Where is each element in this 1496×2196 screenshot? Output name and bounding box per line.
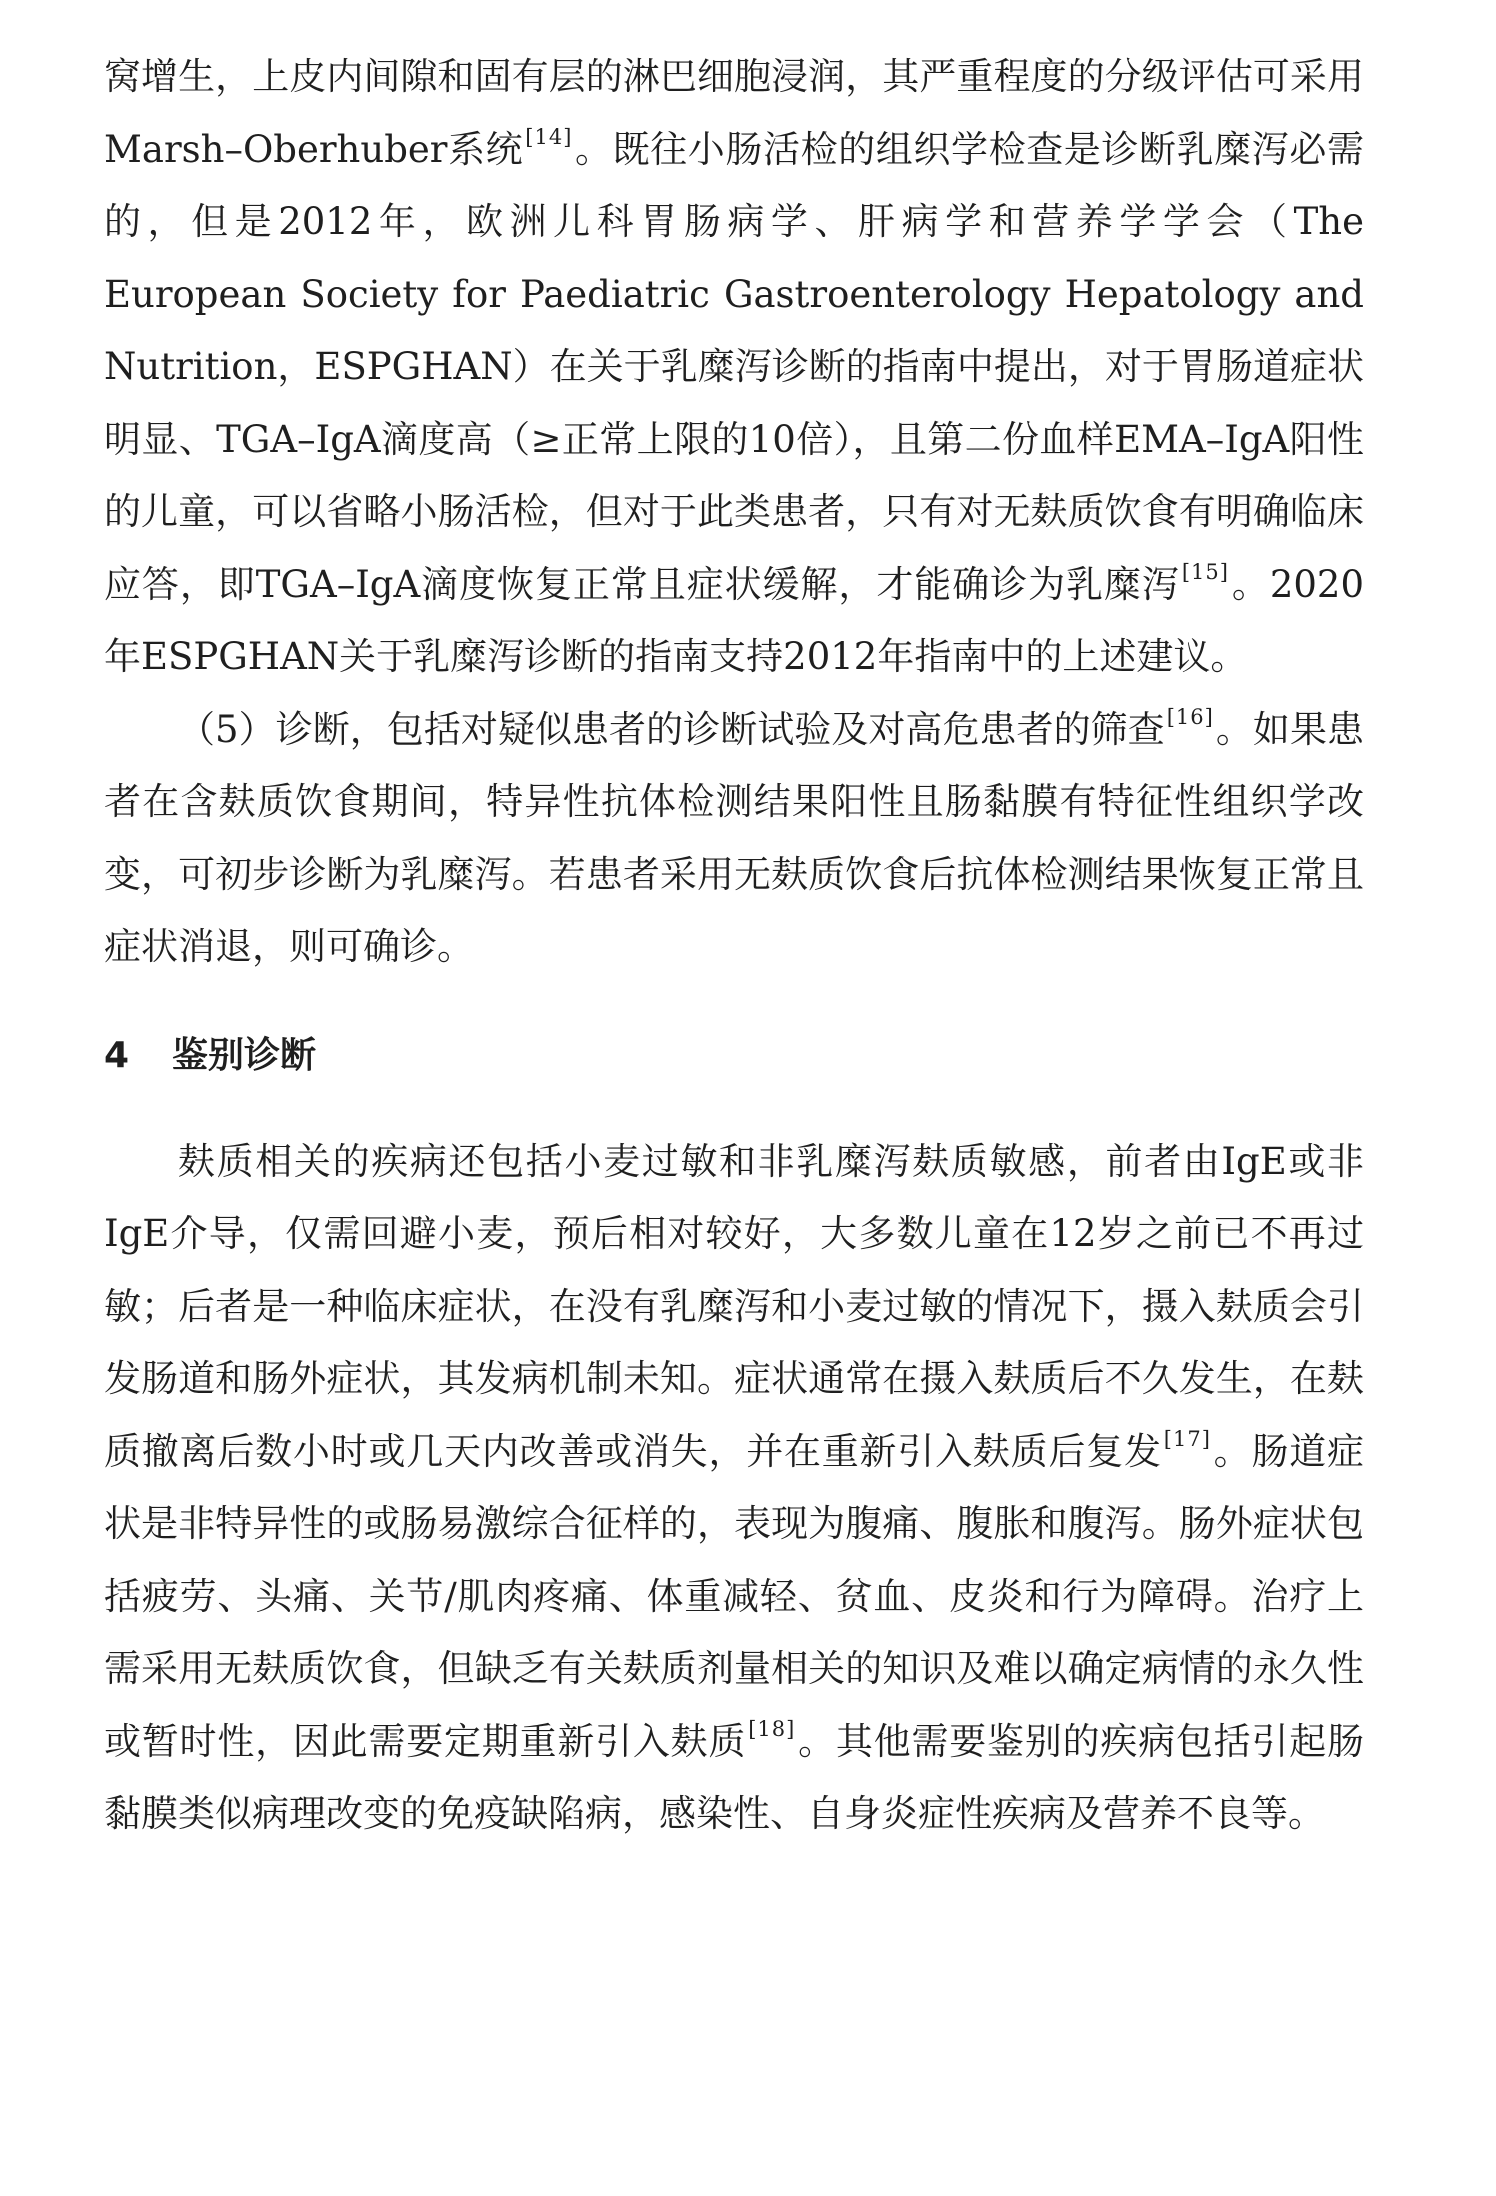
section-title: 鉴别诊断 [172, 1034, 317, 1076]
paragraph-text: 。其他需要鉴别的疾病包括引起肠黏膜类似病理改变的免疫缺陷病，感染性、自身炎症性疾病及营养不良等。 [104, 1719, 1365, 1835]
paragraph-text: 。2020年ESPGHAN关于乳糜泻诊断的指南支持2012年指南中的上述建议。 [104, 562, 1364, 678]
paragraph-text: 。既往小肠活检的组织学检查是诊断乳糜泻必需的，但是2012年，欧洲儿科胃肠病学、肝病学和营养学学会（The European Society for Paediatric Gastroenterology Hepatology and Nutrition，ESPGHAN）在关于乳糜泻诊断的指南中提出，对于胃肠道症状明显、TGA–IgA滴度高（≥正常上限的10倍），且第二份血样EMA–IgA阳性的儿童，可以省略小肠活检，但对于此类患者，只有对无麸质饮食有明确临床应答，即TGA–IgA滴度恢复正常且症状缓解，才能确诊为乳糜泻 [104, 127, 1364, 606]
citation-18: [18] [748, 1716, 796, 1741]
citation-16: [16] [1166, 704, 1214, 729]
paragraph-text: 麸质相关的疾病还包括小麦过敏和非乳糜泻麸质敏感，前者由IgE或非IgE介导，仅需回避小麦，预后相对较好，大多数儿童在12岁之前已不再过敏；后者是一种临床症状，在没有乳糜泻和小麦过敏的情况下，摄入麸质会引发肠道和肠外症状，其发病机制未知。症状通常在摄入麸质后不久发生，在麸质撤离后数小时或几天内改善或消失，并在重新引入麸质后复发 [104, 1139, 1364, 1473]
section-heading [104, 1018, 1364, 1126]
paragraph-text: 。如果患者在含麸质饮食期间，特异性抗体检测结果阳性且肠黏膜有特征性组织学改变，可初步诊断为乳糜泻。若患者采用无麸质饮食后抗体检测结果恢复正常且症状消退，则可确诊。 [104, 707, 1365, 968]
paragraph-text: 。肠道症状是非特异性的或肠易激综合征样的，表现为腹痛、腹胀和腹泻。肠外症状包括疲劳、头痛、关节/肌肉疼痛、体重减轻、贫血、皮炎和行为障碍。治疗上需采用无麸质饮食，但缺乏有关麸质剂量相关的知识及难以确定病情的永久性或暂时性，因此需要定期重新引入麸质 [104, 1429, 1365, 1763]
citation-15: [15] [1181, 559, 1229, 584]
citation-14: [14] [525, 124, 573, 149]
paragraph-text: 窝增生，上皮内间隙和固有层的淋巴细胞浸润，其严重程度的分级评估可采用Marsh–Oberhuber系统 [104, 55, 1364, 171]
citation-17: [17] [1163, 1426, 1211, 1451]
document-page [104, 0, 1364, 1851]
section-number: 4 [104, 1034, 130, 1076]
paragraph-marsh-classification [104, 41, 1364, 694]
paragraph-diagnosis [104, 694, 1364, 984]
paragraph-text: （5）诊断，包括对疑似患者的诊断试验及对高危患者的筛查 [178, 707, 1165, 751]
paragraph-differential-diagnosis [104, 1126, 1364, 1851]
